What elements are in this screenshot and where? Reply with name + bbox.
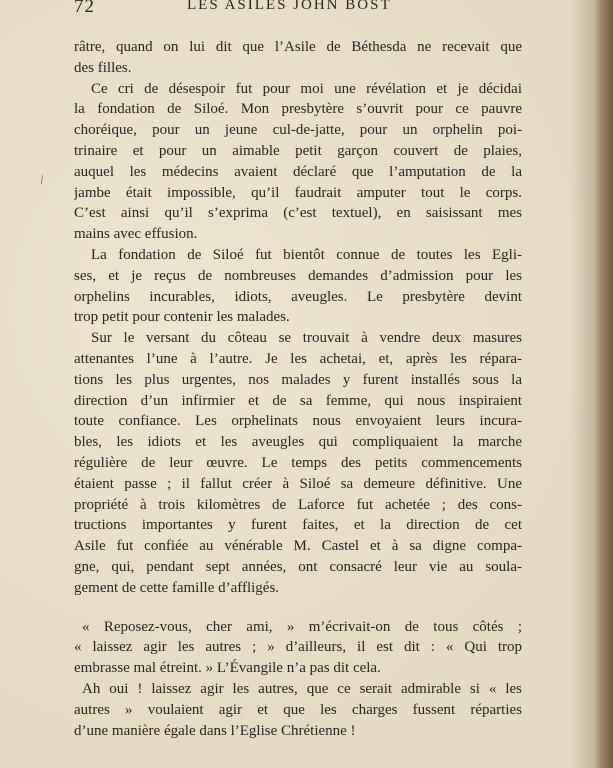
text-line: régulière de leur œuvre. Le temps des petits commencements (74, 454, 522, 471)
text-line: ses, et je reçus de nombreuses demandes d’admission pour les (74, 267, 522, 284)
text-line: La fondation de Siloé fut bientôt connue de toutes les Egli- (91, 246, 522, 263)
text-line: autres » voulaient agir et que les charges fussent réparties (74, 701, 522, 718)
text-line: des filles. (74, 59, 132, 76)
text-line: auquel les médecins avaient déclaré que l’amputation de la (74, 163, 522, 180)
text-line: direction d’un infirmier et de sa femme, qui nous inspiraient (74, 392, 522, 409)
text-line: « laissez agir les autres ; » d’ailleurs, il est dit : « Qui trop (74, 639, 522, 656)
text-line: tructions importantes y furent faites, et la direction de cet (74, 517, 522, 534)
text-line: jambe était impossible, qu’il faudrait amputer tout le corps. (74, 184, 522, 201)
text-line: toute confiance. Les orphelinats nous envoyaient leurs incura- (74, 413, 522, 430)
page-number: 72 (74, 0, 95, 17)
text-line: « Reposez-vous, cher ami, » m’écrivait-on de tous côtés ; (82, 618, 522, 635)
text-line: la fondation de Siloé. Mon presbytère s’ouvrit pour ce pauvre (74, 101, 522, 118)
margin-mark: \ (37, 171, 47, 188)
text-line: d’une manière égale dans l’Eglise Chrétienne ! (74, 722, 356, 739)
text-line: embrasse mal étreint. » L’Évangile n’a pas dit cela. (74, 660, 381, 677)
text-line: trinaire et pour un aimable petit garçon couvert de plaies, (74, 142, 522, 159)
text-line: gne, qui, pendant sept années, ont consacré leur vie au soula- (74, 558, 522, 575)
text-line: étaient passe ; il fallut créer à Siloé sa demeure définitive. Une (74, 475, 522, 492)
text-line: C’est ainsi qu’il s’exprima (c’est textuel), en saisissant mes (74, 205, 522, 222)
text-line: Ce cri de désespoir fut pour moi une révélation et je décidai (91, 80, 522, 97)
text-line: propriété à trois kilomètres de Laforce fut achetée ; des cons- (74, 496, 522, 513)
text-line: attenantes l’une à l’autre. Je les achetai, et, après les répara- (74, 350, 522, 367)
text-line: Sur le versant du côteau se trouvait à vendre deux masures (91, 330, 522, 347)
text-line: Asile fut confiée au vénérable M. Castel et à sa digne compa- (74, 538, 522, 555)
text-line: bles, les idiots et les aveugles qui compliquaient la marche (74, 434, 522, 451)
running-title: LES ASILES JOHN BOST (187, 0, 392, 13)
text-line: trop petit pour contenir les malades. (74, 309, 290, 326)
page-body-text (74, 37, 522, 741)
text-line: gement de cette famille d’affligés. (74, 579, 280, 596)
paragraph-gap (74, 599, 522, 617)
text-line: tions les plus urgentes, nos malades y furent installés sous la (74, 371, 522, 388)
text-line: mains avec effusion. (74, 226, 198, 243)
text-line: orphelins incurables, idiots, aveugles. Le presbytère devint (74, 288, 522, 305)
page-gutter-shadow (593, 0, 613, 768)
text-line: choréique, pour un jeune cul-de-jatte, pour un orphelin poi- (74, 122, 522, 139)
text-line: Ah oui ! laissez agir les autres, que ce serait admirable si « les (82, 680, 522, 697)
page-header (74, 0, 594, 20)
text-line: râtre, quand on lui dit que l’Asile de Béthesda ne recevait que (74, 39, 522, 55)
